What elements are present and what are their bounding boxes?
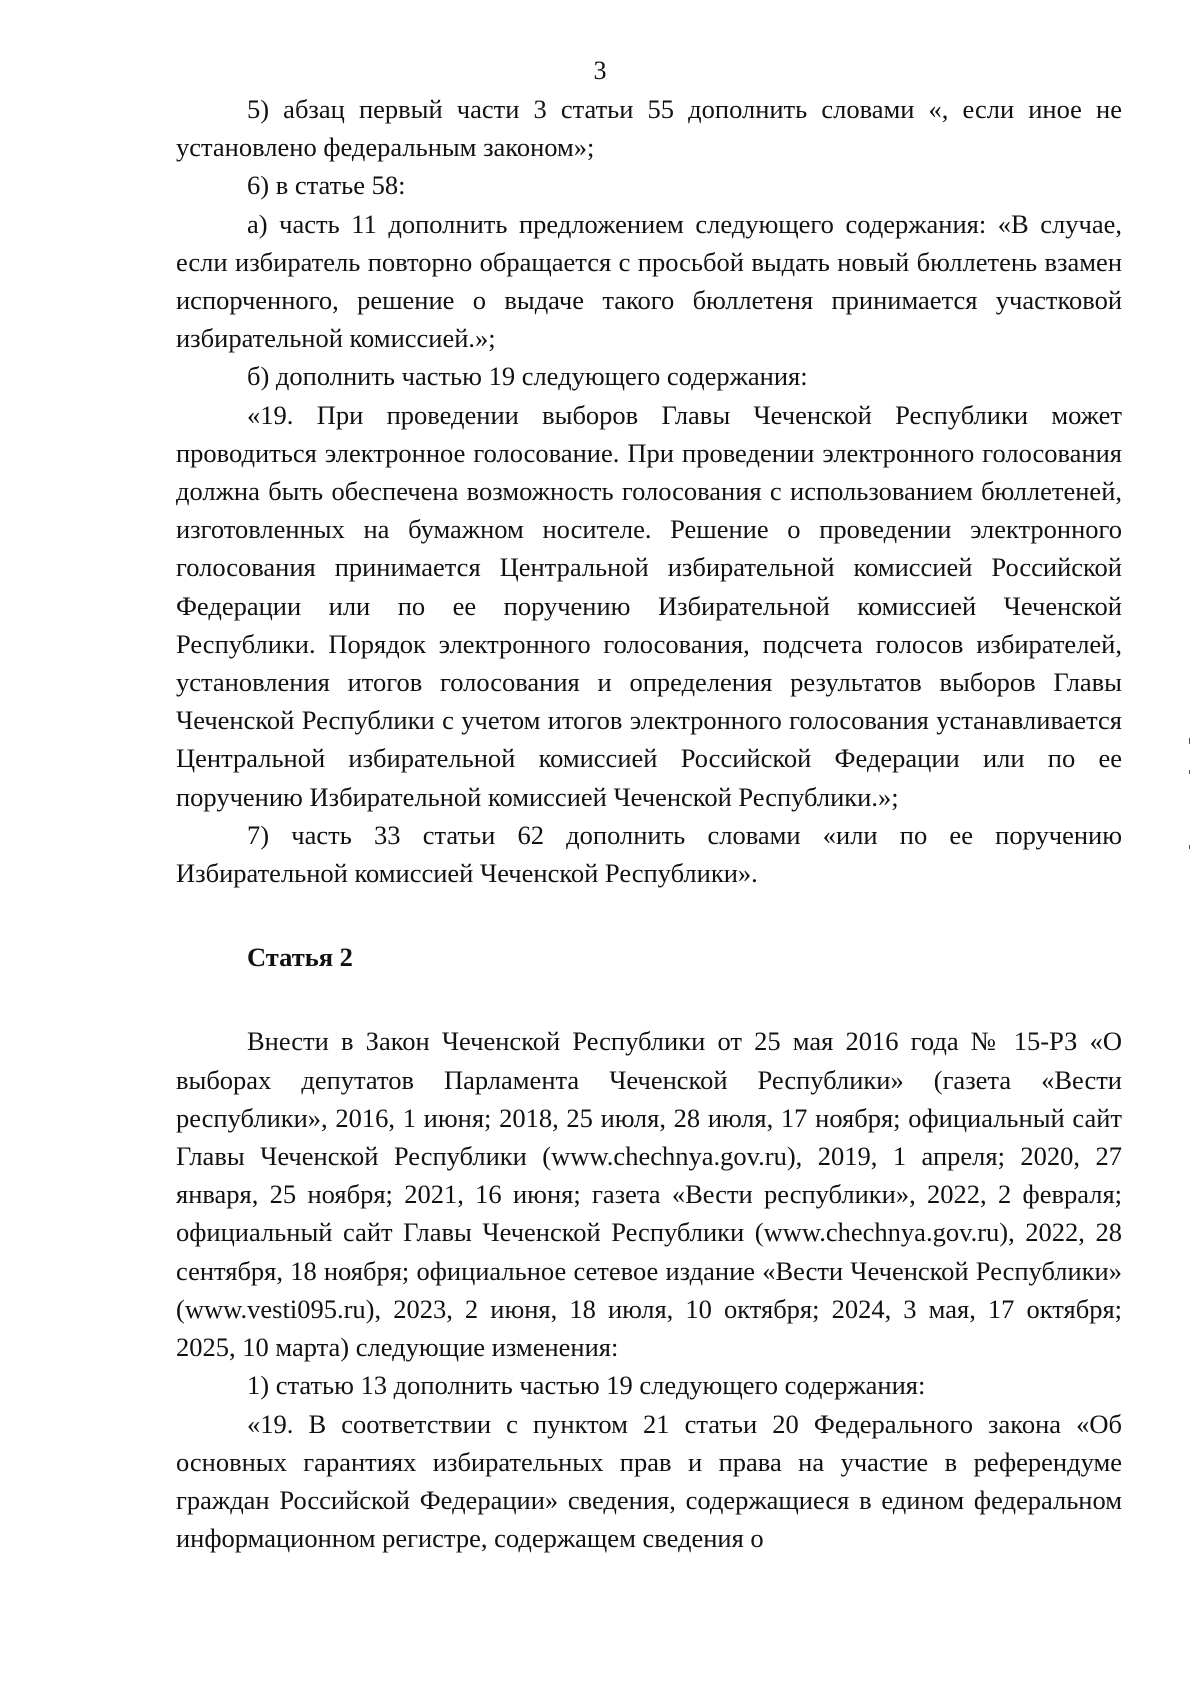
document-body xyxy=(176,90,1122,1557)
paragraph-subitem-b: б) дополнить частью 19 следующего содержания: xyxy=(247,361,808,392)
paragraph-item-6: 6) в статье 58: xyxy=(247,170,406,201)
scan-mark xyxy=(1189,770,1190,774)
scan-mark xyxy=(1189,738,1190,744)
page-number: 3 xyxy=(593,56,607,85)
paragraph-item-5: 5) абзац первый части 3 статьи 55 дополнить словами «, если иное не установлено федеральным законом»; xyxy=(176,94,1122,163)
paragraph-item-1: 1) статью 13 дополнить частью 19 следующего содержания: xyxy=(247,1370,926,1401)
paragraph-quote-part-19: «19. При проведении выборов Главы Чеченской Республики может проводиться электронное голосование. При проведении электронного голосования должна быть обеспечена возможность голосования с использованием бюллетеней, изготовленных на бумажном носителе. Решение о проведении электронного голосования принимается Центральной избирательной комиссией Российской Федерации или по ее поручению Избирательной комиссией Чеченской Республики. Порядок электронного голосования, подсчета голосов избирателей, установления итогов голосования и определения результатов выборов Главы Чеченской Республики с учетом итогов электронного голосования устанавливается Центральной избирательной комиссией Российской Федерации или по ее поручению Избирательной комиссией Чеченской Республики.»; xyxy=(176,399,1122,812)
paragraph-subitem-a: а) часть 11 дополнить предложением следующего содержания: «В случае, если избиратель повторно обращается с просьбой выдать новый бюллетень взамен испорченного, решение о выдаче такого бюллетеня принимается участковой избирательной комиссией.»; xyxy=(176,208,1122,354)
paragraph-quote-part-19-second: «19. В соответствии с пунктом 21 статьи 20 Федерального закона «Об основных гарантиях избирательных прав и права на участие в референдуме граждан Российской Федерации» сведения, содержащиеся в едином федеральном информационном регистре, содержащем сведения о xyxy=(176,1408,1122,1554)
paragraph-article-2-intro: Внести в Закон Чеченской Республики от 25 мая 2016 года № 15-РЗ «О выборах депутатов Парламента Чеченской Республики» (газета «Вести республики», 2016, 1 июня; 2018, 25 июля, 28 июля, 17 ноября; официальный сайт Главы Чеченской Республики (www.chechnya.gov.ru), 2019, 1 апреля; 2020, 27 января, 25 ноября; 2021, 16 июня; газета «Вести республики», 2022, 2 февраля; официальный сайт Главы Чеченской Республики (www.chechnya.gov.ru), 2022, 28 сентября, 18 ноября; официальное сетевое издание «Вести Чеченской Республики» (www.vesti095.ru), 2023, 2 июня, 18 июля, 10 октября; 2024, 3 мая, 17 октября; 2025, 10 марта) следующие изменения: xyxy=(176,1026,1122,1363)
paragraph-item-7: 7) часть 33 статьи 62 дополнить словами «или по ее поручению Избирательной комиссией Чеченской Республики». xyxy=(176,819,1122,889)
article-heading: Статья 2 xyxy=(247,942,353,973)
scan-mark xyxy=(1189,845,1190,849)
